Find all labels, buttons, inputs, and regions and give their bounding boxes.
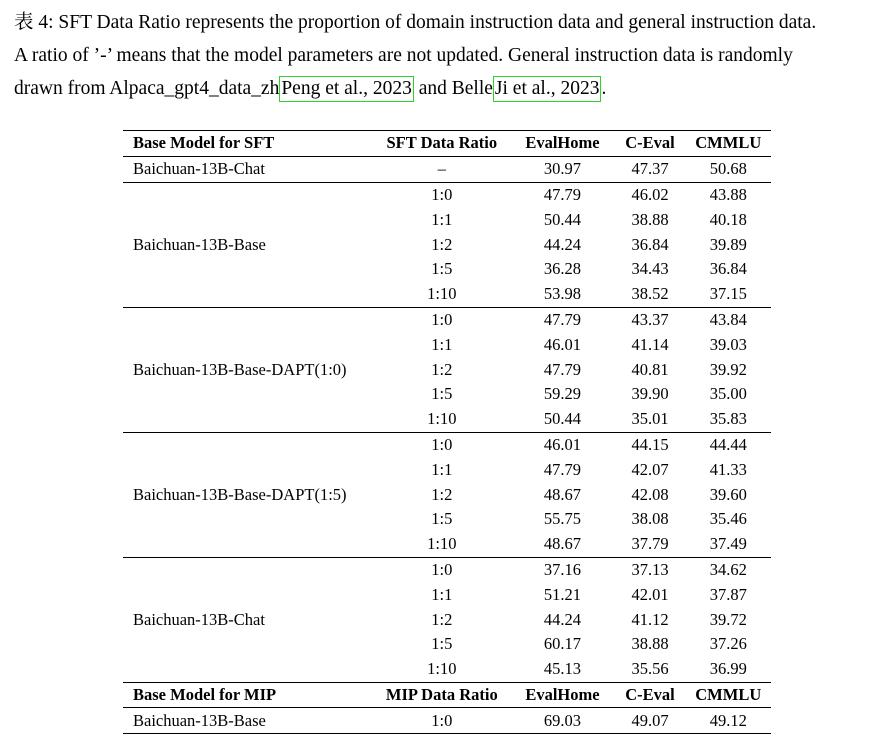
ceval-cell: 42.08 bbox=[631, 484, 669, 504]
ratio-cell: 1:0 bbox=[373, 432, 510, 457]
cmmlu-cell: 36.99 bbox=[709, 659, 747, 679]
evalhome-cell: 69.03 bbox=[510, 708, 614, 734]
cmmlu-cell: 37.87 bbox=[709, 584, 747, 604]
column-header: MIP Data Ratio bbox=[373, 682, 510, 708]
ratio-cell: 1:5 bbox=[431, 634, 453, 654]
evalhome-cell: 48.67 bbox=[543, 534, 582, 554]
caption-label: 表 4: bbox=[14, 12, 54, 33]
evalhome-cell: 60.17 bbox=[543, 634, 582, 654]
evalhome-cell: 53.98 bbox=[543, 284, 582, 304]
cmmlu-cell: 40.18 bbox=[709, 209, 747, 229]
ratio-cell: – bbox=[437, 159, 446, 179]
column-header: EvalHome bbox=[510, 682, 614, 708]
cmmlu-cell: 37.49 bbox=[709, 534, 747, 554]
evalhome-cell: 48.67 bbox=[543, 484, 582, 504]
ratio-cell: 1:2 bbox=[431, 359, 453, 379]
cmmlu-cell: 35.83 bbox=[709, 409, 747, 429]
table-row bbox=[123, 432, 771, 457]
table-row bbox=[123, 307, 771, 332]
ratio-cell: 1:0 bbox=[373, 708, 510, 734]
ceval-cell: 47.37 bbox=[631, 159, 669, 179]
ratio-cell: 1:10 bbox=[427, 659, 457, 679]
model-cell: Baichuan-13B-Chat bbox=[123, 557, 373, 682]
results-table bbox=[123, 130, 771, 734]
ceval-cell: 38.88 bbox=[631, 209, 669, 229]
evalhome-cell: 46.01 bbox=[510, 432, 614, 457]
ratio-cell: 1:0 bbox=[373, 307, 510, 332]
model-cell: Baichuan-13B-Base-DAPT(1:0) bbox=[123, 307, 373, 432]
cmmlu-cell: 43.88 bbox=[686, 182, 771, 207]
model-cell: Baichuan-13B-Base bbox=[123, 182, 373, 307]
caption-line-1: 表 4: SFT Data Ratio represents the proportion of domain instruction data and general instruction data. bbox=[14, 12, 817, 33]
ceval-cell: 38.52 bbox=[631, 284, 669, 304]
table-row bbox=[123, 182, 771, 207]
cmmlu-cell: 39.03 bbox=[709, 334, 747, 354]
evalhome-cell: 30.97 bbox=[543, 159, 582, 179]
column-header: CMMLU bbox=[686, 682, 771, 708]
column-header: Base Model for SFT bbox=[123, 131, 373, 157]
evalhome-cell: 46.01 bbox=[543, 334, 582, 354]
ratio-cell: 1:2 bbox=[431, 484, 453, 504]
model-cell: Baichuan-13B-Chat bbox=[133, 159, 265, 179]
column-header: Base Model for MIP bbox=[123, 682, 373, 708]
column-header: C-Eval bbox=[615, 682, 686, 708]
ceval-cell: 37.13 bbox=[615, 557, 686, 582]
ceval-cell: 42.07 bbox=[631, 459, 669, 479]
table-row bbox=[123, 156, 771, 182]
caption-line-2: A ratio of ’-’ means that the model parameters are not updated. General instruction data is randomly bbox=[14, 45, 793, 66]
model-cell: Baichuan-13B-Base bbox=[123, 708, 373, 734]
ceval-cell: 35.01 bbox=[631, 409, 669, 429]
ceval-cell: 42.01 bbox=[631, 584, 669, 604]
ratio-cell: 1:5 bbox=[431, 259, 453, 279]
citation-link-ji[interactable]: Ji et al., 2023 bbox=[493, 76, 602, 102]
cmmlu-cell: 49.12 bbox=[686, 708, 771, 734]
ratio-cell: 1:1 bbox=[431, 334, 453, 354]
mip-header-row bbox=[123, 682, 771, 708]
column-header: C-Eval bbox=[615, 131, 686, 157]
evalhome-cell: 47.79 bbox=[543, 459, 582, 479]
mip-row bbox=[123, 708, 771, 734]
cmmlu-cell: 41.33 bbox=[709, 459, 747, 479]
ceval-cell: 35.56 bbox=[631, 659, 669, 679]
cmmlu-cell: 50.68 bbox=[709, 159, 747, 179]
cmmlu-cell: 37.15 bbox=[709, 284, 747, 304]
column-header: CMMLU bbox=[686, 131, 771, 157]
cmmlu-cell: 39.89 bbox=[709, 234, 747, 254]
model-cell: Baichuan-13B-Base-DAPT(1:5) bbox=[123, 432, 373, 557]
evalhome-cell: 50.44 bbox=[543, 209, 582, 229]
cmmlu-cell: 39.72 bbox=[709, 609, 747, 629]
column-header: EvalHome bbox=[510, 131, 614, 157]
cmmlu-cell: 36.84 bbox=[709, 259, 747, 279]
ratio-cell: 1:5 bbox=[431, 384, 453, 404]
ratio-cell: 1:10 bbox=[427, 284, 457, 304]
ceval-cell: 34.43 bbox=[631, 259, 669, 279]
cmmlu-cell: 44.44 bbox=[686, 432, 771, 457]
citation-link-peng[interactable]: Peng et al., 2023 bbox=[279, 76, 414, 102]
cmmlu-cell: 43.84 bbox=[686, 307, 771, 332]
evalhome-cell: 44.24 bbox=[543, 609, 582, 629]
ratio-cell: 1:0 bbox=[373, 557, 510, 582]
evalhome-cell: 44.24 bbox=[543, 234, 582, 254]
ratio-cell: 1:1 bbox=[431, 459, 453, 479]
column-header: SFT Data Ratio bbox=[373, 131, 510, 157]
cmmlu-cell: 39.60 bbox=[709, 484, 747, 504]
ceval-cell: 44.15 bbox=[615, 432, 686, 457]
ceval-cell: 36.84 bbox=[631, 234, 669, 254]
evalhome-cell: 45.13 bbox=[543, 659, 582, 679]
evalhome-cell: 50.44 bbox=[543, 409, 582, 429]
ceval-cell: 43.37 bbox=[615, 307, 686, 332]
ratio-cell: 1:1 bbox=[431, 584, 453, 604]
caption-line-3: drawn from Alpaca_gpt4_data_zh Peng et al., 2023 and Belle Ji et al., 2023 . bbox=[14, 72, 884, 105]
ceval-cell: 38.08 bbox=[631, 509, 669, 529]
cmmlu-cell: 34.62 bbox=[686, 557, 771, 582]
ceval-cell: 39.90 bbox=[631, 384, 669, 404]
ratio-cell: 1:0 bbox=[373, 182, 510, 207]
ratio-cell: 1:5 bbox=[431, 509, 453, 529]
ceval-cell: 37.79 bbox=[631, 534, 669, 554]
evalhome-cell: 36.28 bbox=[543, 259, 582, 279]
table-header-row bbox=[123, 131, 771, 157]
ratio-cell: 1:2 bbox=[431, 609, 453, 629]
ceval-cell: 49.07 bbox=[615, 708, 686, 734]
ratio-cell: 1:2 bbox=[431, 234, 453, 254]
cmmlu-cell: 35.46 bbox=[709, 509, 747, 529]
ceval-cell: 46.02 bbox=[615, 182, 686, 207]
evalhome-cell: 59.29 bbox=[543, 384, 582, 404]
ratio-cell: 1:1 bbox=[431, 209, 453, 229]
ceval-cell: 41.14 bbox=[631, 334, 669, 354]
table-row bbox=[123, 557, 771, 582]
cmmlu-cell: 35.00 bbox=[709, 384, 747, 404]
evalhome-cell: 37.16 bbox=[510, 557, 614, 582]
ceval-cell: 41.12 bbox=[631, 609, 669, 629]
ceval-cell: 40.81 bbox=[631, 359, 669, 379]
evalhome-cell: 47.79 bbox=[510, 307, 614, 332]
cmmlu-cell: 37.26 bbox=[709, 634, 747, 654]
evalhome-cell: 51.21 bbox=[543, 584, 582, 604]
evalhome-cell: 47.79 bbox=[543, 359, 582, 379]
table-caption bbox=[14, 6, 884, 105]
ratio-cell: 1:10 bbox=[427, 534, 457, 554]
evalhome-cell: 47.79 bbox=[510, 182, 614, 207]
ratio-cell: 1:10 bbox=[427, 409, 457, 429]
cmmlu-cell: 39.92 bbox=[709, 359, 747, 379]
evalhome-cell: 55.75 bbox=[543, 509, 582, 529]
ceval-cell: 38.88 bbox=[631, 634, 669, 654]
